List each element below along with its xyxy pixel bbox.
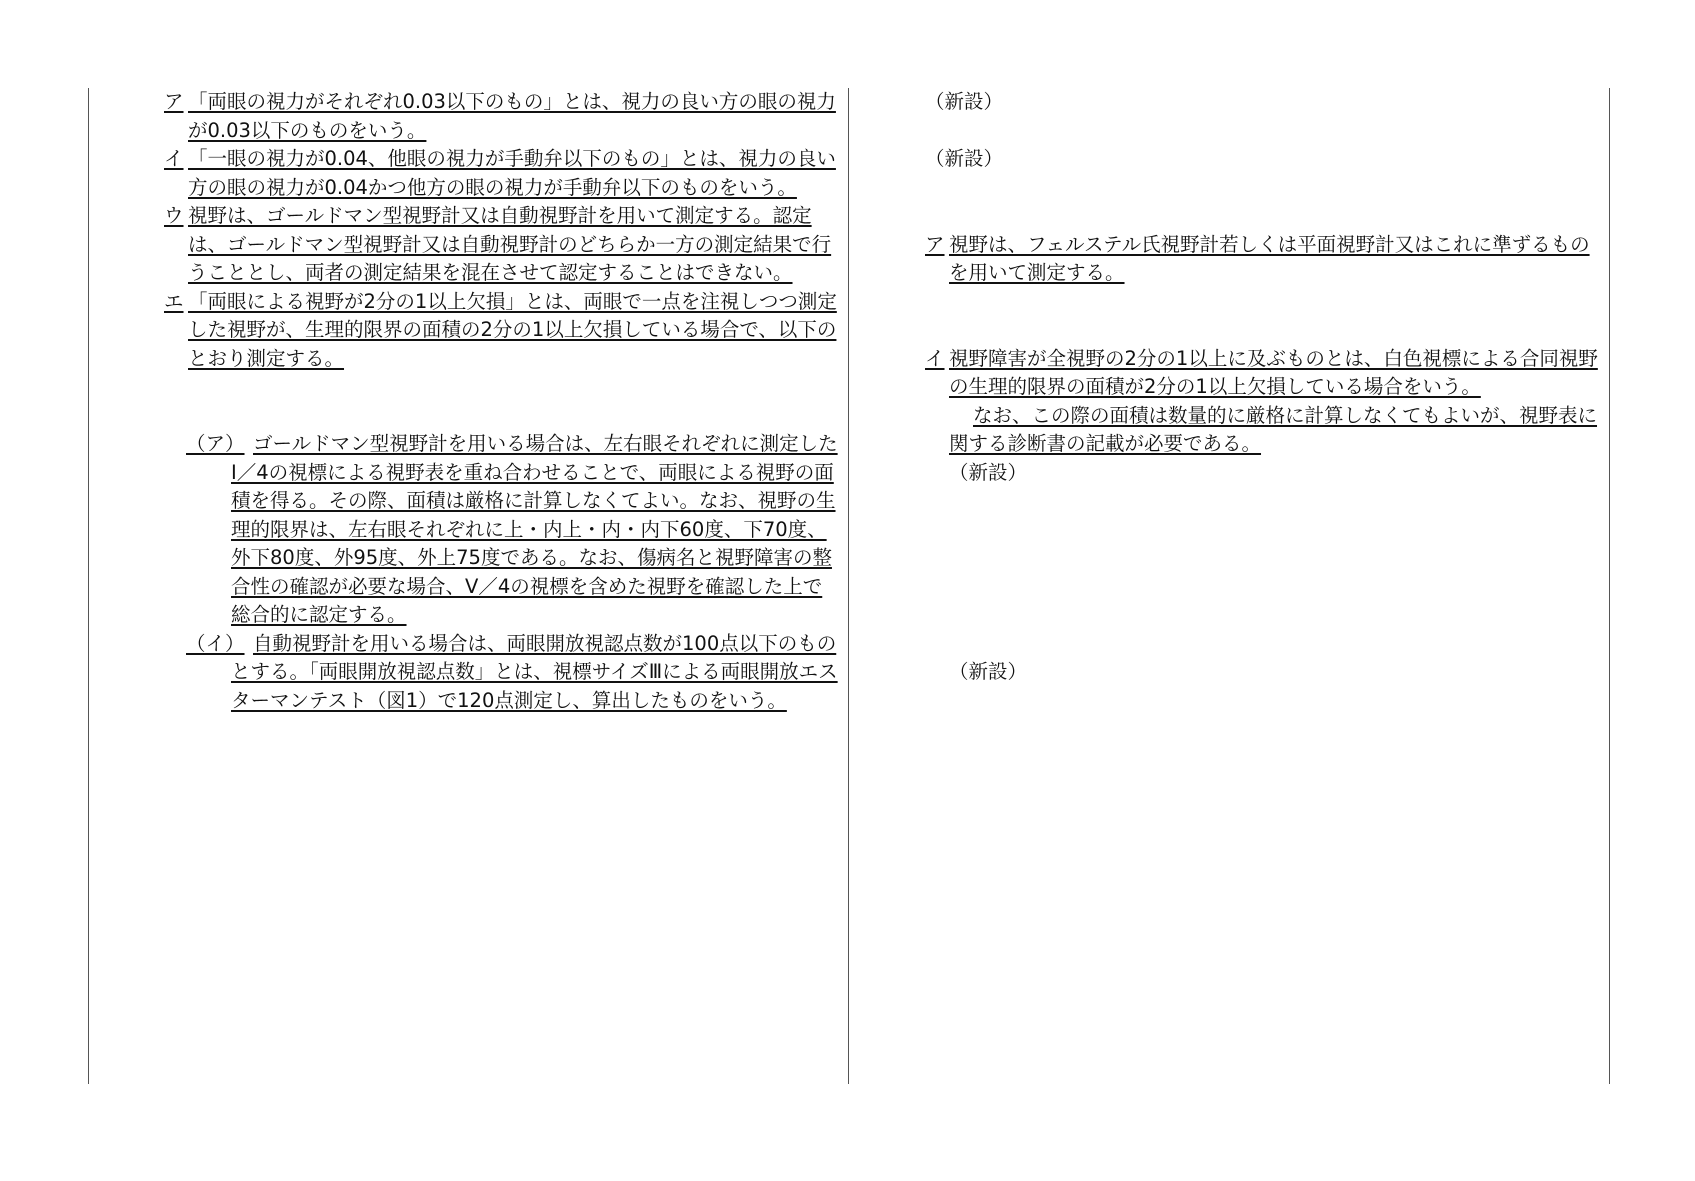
subitem-i-label: （イ）: [186, 631, 245, 655]
subitem-i: [164, 630, 840, 716]
item-a: [164, 88, 840, 145]
current-item-i-note-text: なお、この際の面積は数量的に厳格に計算しなくてもよいが、視野表に関する診断書の記載が必要である。: [949, 403, 1598, 455]
new-provision-2: （新設）: [925, 147, 1004, 170]
item-u: [164, 202, 840, 288]
subitem-a: [164, 430, 840, 630]
new-provision-1: （新設）: [925, 90, 1004, 113]
new-provision-3: （新設）: [949, 460, 1028, 484]
current-item-i: [925, 345, 1601, 402]
subitem-a-text: ゴールドマン型視野計を用いる場合は、左右眼それぞれに測定したⅠ／4の視標による視野表を重ね合わせることで、両眼による視野の面積を得る。その際、面積は厳格に計算しなくてよい。なお、視野の生理的限界は、左右眼それぞれに上・内上・内・内下60度、下70度、外下80度、外95度、外上75度である。なお、傷病名と視野障害の整合性の確認が必要な場合、Ⅴ／4の視標を含めた視野を確認した上で総合的に認定する。: [231, 432, 838, 626]
item-a-text: 「両眼の視力がそれぞれ0.03以下のもの」とは、視力の良い方の眼の視力が0.03以下のものをいう。: [188, 90, 836, 142]
subitem-i-text: 自動視野計を用いる場合は、両眼開放視認点数が100点以下のものとする。「両眼開放視認点数」とは、視標サイズⅢによる両眼開放エスターマンテスト（図1）で120点測定し、算出したものをいう。: [231, 631, 838, 712]
item-i: [164, 145, 840, 202]
right-border-line: [1609, 88, 1610, 1084]
current-item-a: [925, 231, 1601, 288]
current-item-i-label: イ: [925, 346, 945, 370]
item-u-text: 視野は、ゴールドマン型視野計又は自動視野計を用いて測定する。認定は、ゴールドマン型視野計又は自動視野計のどちらか一方の測定結果で行うこととし、両者の測定結果を混在させて認定することはできない。: [188, 204, 832, 284]
item-u-label: ウ: [164, 204, 184, 227]
subitem-a-label: （ア）: [186, 432, 245, 455]
item-e-label: エ: [164, 289, 184, 313]
item-i-label: イ: [164, 147, 184, 170]
current-item-i-note: [925, 402, 1601, 459]
item-a-label: ア: [164, 90, 184, 113]
current-item-i-text: 視野障害が全視野の2分の1以上に及ぶものとは、白色視標による合同視野の生理的限界の面積が2分の1以上欠損している場合をいう。: [949, 346, 1598, 398]
center-divider-line: [848, 88, 849, 1084]
new-provision-4: （新設）: [949, 660, 1028, 683]
item-e-text: 「両眼による視野が2分の1以上欠損」とは、両眼で一点を注視しつつ測定した視野が、生理的限界の面積の2分の1以上欠損している場合で、以下のとおり測定する。: [188, 289, 837, 370]
left-border-line: [88, 88, 89, 1084]
item-i-text: 「一眼の視力が0.04、他眼の視力が手動弁以下のもの」とは、視力の良い方の眼の視力が0.04かつ他方の眼の視力が手動弁以下のものをいう。: [188, 147, 836, 199]
revised-text-column: [164, 88, 840, 715]
current-item-a-text: 視野は、フェルステル氏視野計若しくは平面視野計又はこれに準ずるものを用いて測定する。: [949, 232, 1590, 284]
current-item-a-label: ア: [925, 232, 945, 256]
item-e: [164, 288, 840, 374]
current-text-column: [925, 88, 1601, 687]
